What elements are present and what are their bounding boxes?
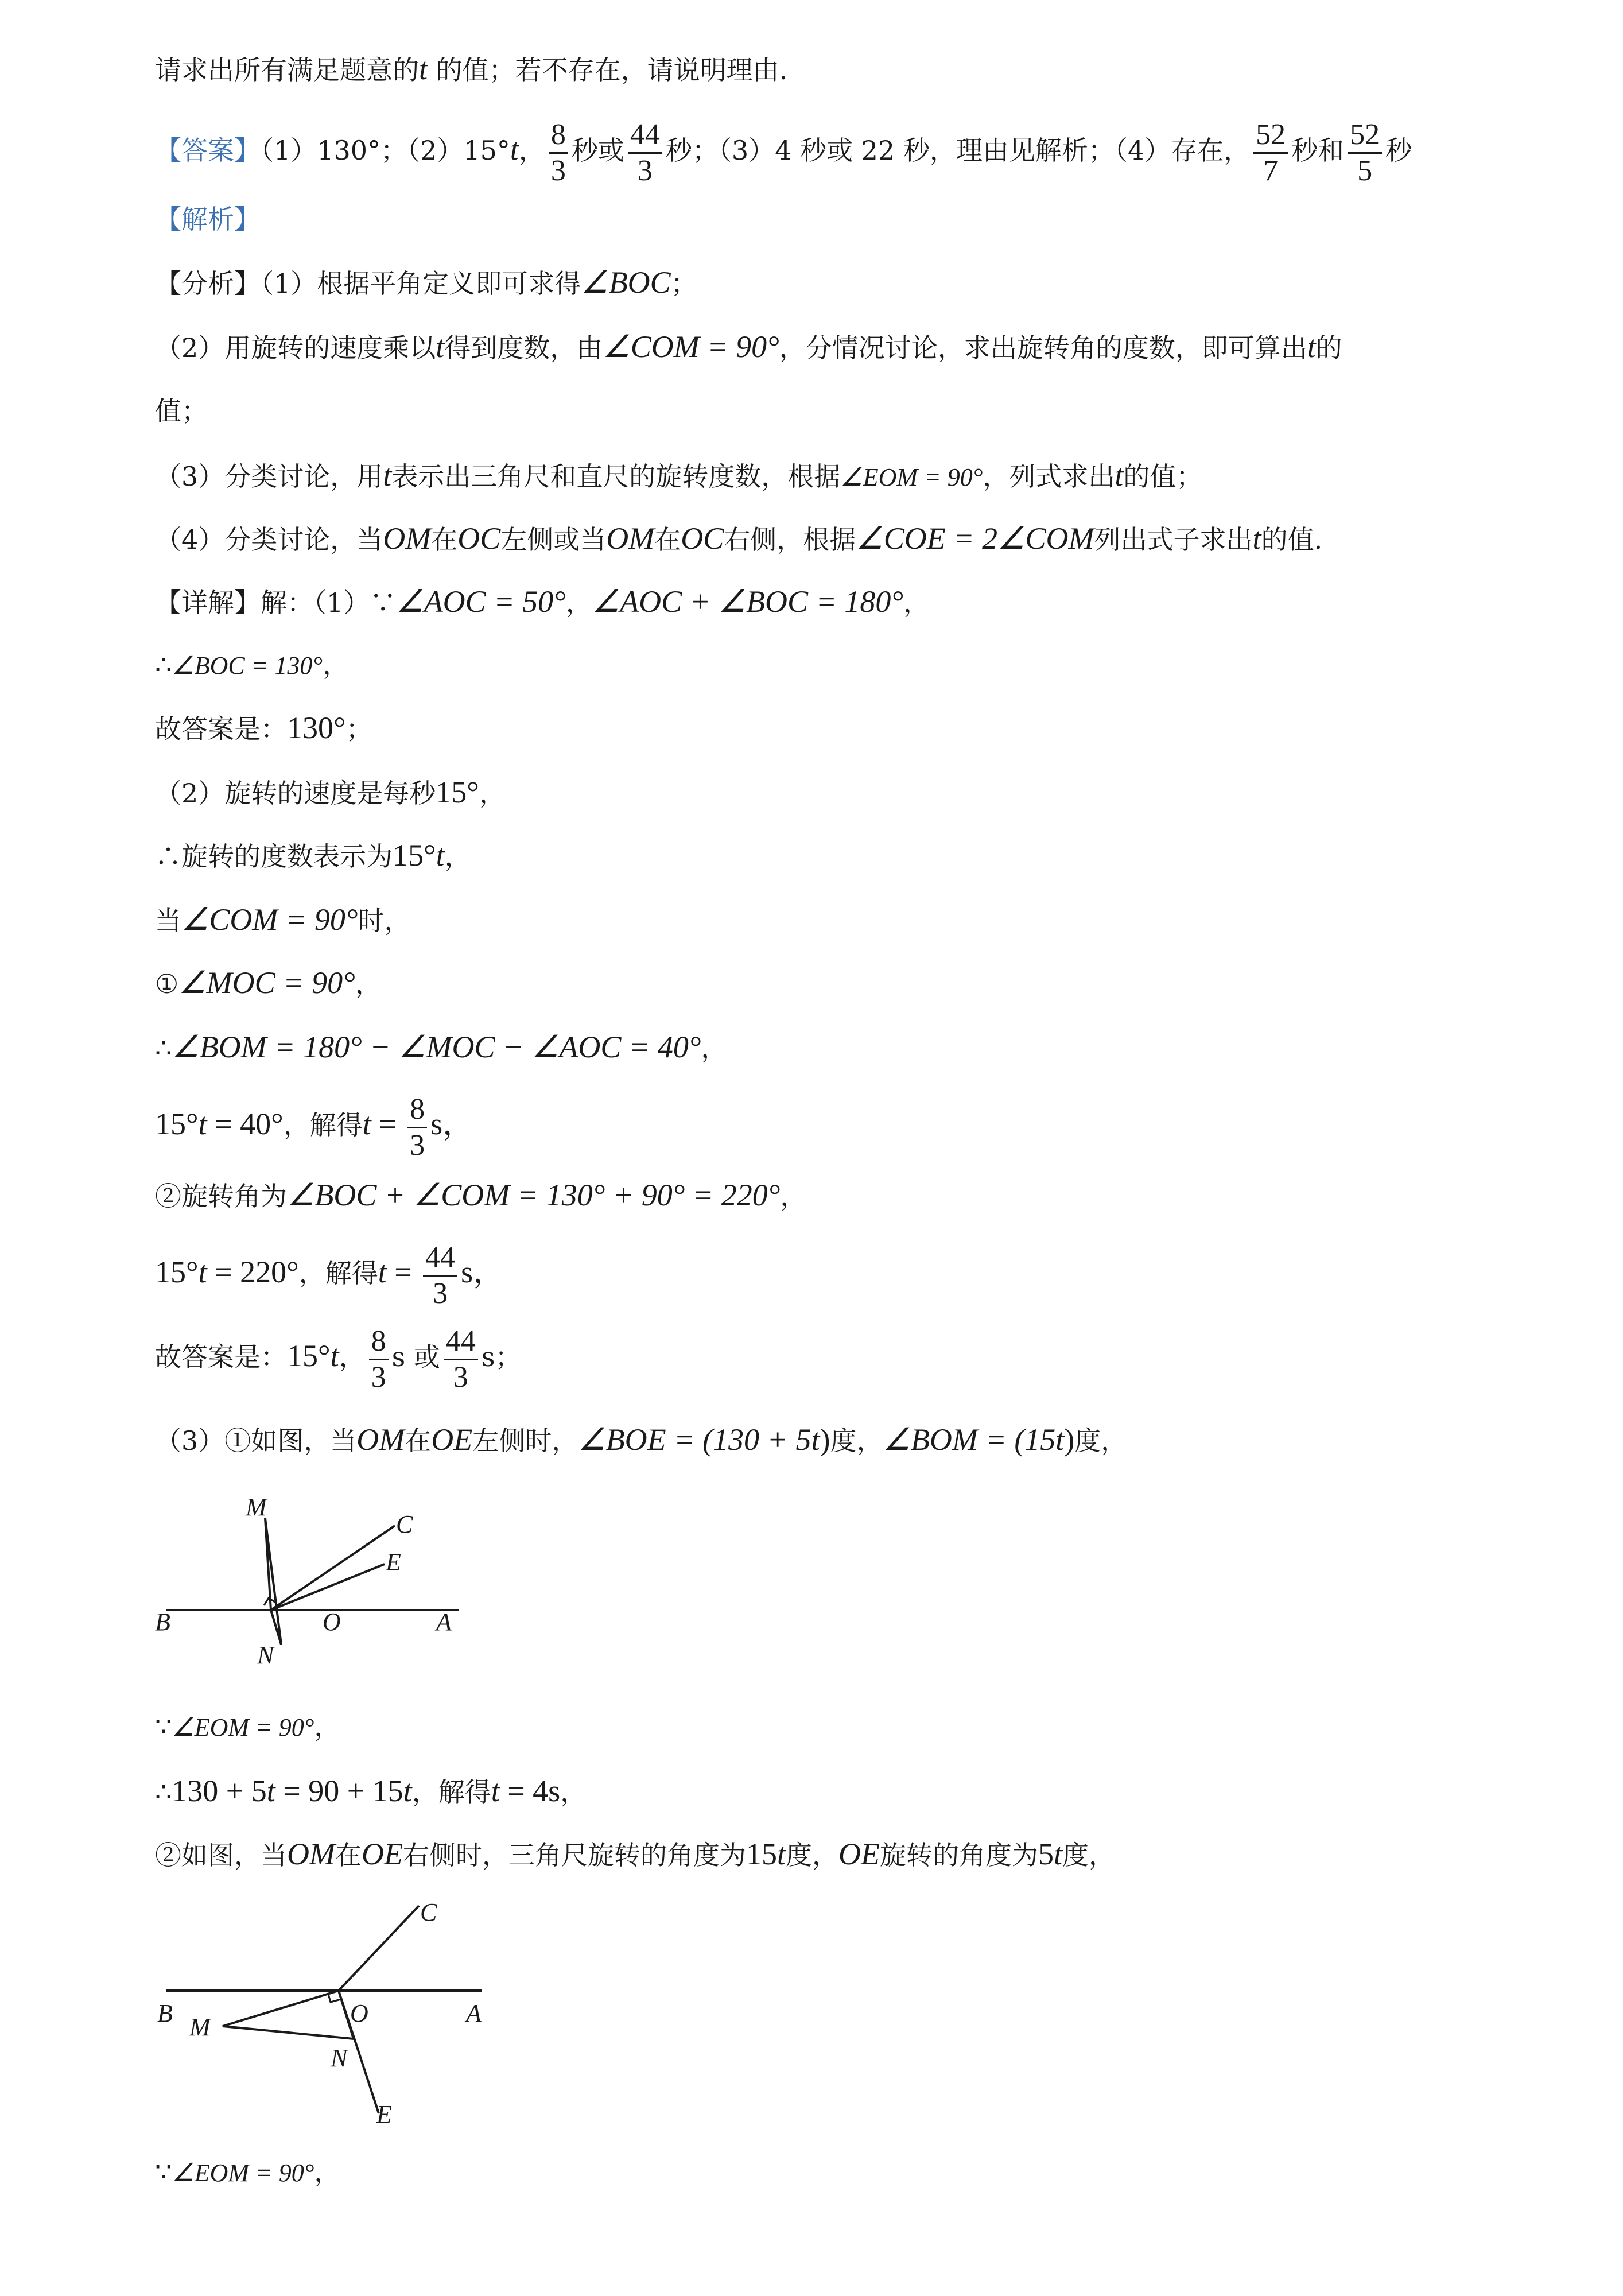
text: 在 [335, 1840, 362, 1871]
text: 故答案是： [155, 713, 287, 744]
text: ∵ [155, 2157, 172, 2188]
line-detail-5 [155, 837, 471, 875]
math: ∠BOC = 130° [172, 651, 323, 680]
var-t: t [198, 1255, 207, 1289]
numerator: 8 [407, 1092, 427, 1128]
denominator: 3 [433, 1277, 448, 1310]
var-t: t [419, 52, 428, 86]
text: ，解得 [411, 1777, 491, 1808]
text: 请求出所有满足题意的 [155, 55, 419, 86]
line-detail-6 [155, 901, 410, 939]
text: ， [560, 1777, 587, 1808]
text: ， [314, 1711, 341, 1742]
var-t: t [776, 1837, 786, 1871]
fraction [423, 1240, 457, 1311]
line-detail-2 [155, 646, 349, 684]
line-detail-10 [155, 1177, 806, 1215]
denominator: 3 [371, 1360, 386, 1394]
label-N: N [331, 2044, 348, 2072]
math: 15° [393, 838, 436, 872]
text: 表示出三角尺和直尺的旋转度数，根据 [391, 461, 841, 492]
label-E: E [386, 1548, 401, 1576]
line-analysis-2b [155, 393, 208, 429]
math: ∠BOC [581, 265, 671, 300]
math: OC [457, 521, 501, 556]
math: OM [287, 1837, 335, 1871]
var-t: t [383, 458, 392, 492]
text: 左侧时， [472, 1425, 578, 1456]
text: ∵ [155, 1711, 172, 1742]
text: 的值； [1123, 461, 1203, 492]
label-M: M [189, 2013, 211, 2041]
text: s 或 [391, 1341, 440, 1372]
text: 秒 [1385, 135, 1412, 166]
text: ① [155, 968, 179, 999]
math: ∠BOC + ∠COM = 130° + 90° = 220° [287, 1178, 781, 1212]
text: 度， [830, 1425, 883, 1456]
analysis-tag: 【解析】 [155, 204, 261, 235]
text: 秒；（3）4 秒或 22 秒，理由见解析；（4）存在， [665, 135, 1251, 166]
math: ) [820, 1422, 830, 1457]
label-B: B [155, 1608, 170, 1636]
math: 15 [746, 1837, 777, 1871]
text: ， [355, 968, 382, 999]
math: OM [383, 521, 432, 556]
line-detail-17 [155, 2154, 340, 2192]
math: OE [838, 1837, 880, 1871]
numerator: 52 [1253, 118, 1288, 154]
numerator: 44 [628, 118, 662, 154]
math: ∠COE = 2∠COM [856, 521, 1094, 556]
var-t: t [403, 1774, 412, 1808]
fraction [444, 1324, 478, 1395]
line-detail-16 [155, 1836, 1115, 1874]
denominator: 3 [550, 154, 566, 187]
math: OM [356, 1422, 405, 1457]
line-detail-9 [155, 1084, 473, 1165]
text: ， [323, 649, 350, 680]
fraction [628, 118, 662, 188]
line-detail-7 [155, 964, 382, 1002]
denominator: 7 [1263, 154, 1279, 187]
text: 度， [785, 1840, 838, 1871]
math: ∠BOM = (15 [883, 1422, 1056, 1457]
math: ∠AOC = 50° [396, 584, 566, 619]
var-t: t [510, 132, 519, 166]
math: ∠EOM = 90° [840, 463, 983, 491]
line-analysis-tag [155, 201, 261, 238]
answer-tag: 【答案】 [155, 135, 261, 166]
line-detail-11 [155, 1232, 504, 1313]
text: 度， [1074, 1425, 1128, 1456]
text: 值； [155, 395, 208, 426]
fraction [407, 1092, 427, 1163]
text: ， [701, 1033, 728, 1064]
text: ∴ [155, 1033, 172, 1064]
denominator: 3 [637, 154, 653, 187]
text: 的 [1315, 332, 1342, 363]
text: （3）①如图，当 [155, 1425, 357, 1456]
line-analysis-4 [155, 520, 1322, 558]
math: ∠BOE = (130 + 5 [578, 1422, 812, 1457]
denominator: 5 [1357, 154, 1373, 187]
line-detail-1 [155, 583, 930, 621]
label-M: M [246, 1493, 267, 1521]
label-O: O [323, 1608, 341, 1636]
numerator: 8 [369, 1324, 389, 1360]
label-O: O [350, 1999, 368, 2027]
var-t: t [1115, 458, 1124, 492]
text: ， [444, 841, 471, 872]
text: 当 [155, 905, 181, 936]
text: ； [345, 713, 372, 744]
math: ∠COM = 90° [603, 329, 779, 364]
text: s， [461, 1255, 504, 1289]
math: 15° [155, 1107, 199, 1141]
text: ， [780, 1181, 807, 1212]
text: ， [339, 1341, 366, 1372]
line-detail-4 [155, 774, 506, 812]
label-B: B [157, 1999, 173, 2027]
fraction [1253, 118, 1288, 188]
text: ， [565, 587, 592, 618]
line-analysis-3 [155, 457, 1202, 496]
text: 在 [405, 1425, 432, 1456]
math: 15° [287, 1339, 331, 1373]
text: ， [518, 135, 545, 166]
text: ∴ [155, 1777, 172, 1808]
text: 秒或 [571, 135, 624, 166]
text: 的值；若不存在，请说明理由. [428, 55, 788, 86]
line-detail-3 [155, 709, 372, 747]
text: 右侧，根据 [724, 524, 856, 555]
math: 130° [287, 711, 346, 745]
var-t: t [198, 1107, 207, 1141]
math: ∠MOC = 90° [178, 965, 355, 1000]
math: 15° [155, 1255, 199, 1289]
text: 列出式子求出 [1094, 524, 1253, 555]
text: 左侧或当 [500, 524, 607, 555]
var-t: t [1252, 521, 1261, 556]
ray-oc [339, 1906, 419, 1991]
fraction [549, 118, 568, 188]
text: 在 [431, 524, 458, 555]
text: ，列式求出 [983, 461, 1115, 492]
text: 得到度数，由 [444, 332, 603, 363]
text: ， [314, 2157, 341, 2188]
math: ∠EOM = 90° [172, 1713, 314, 1742]
text: ②旋转角为 [155, 1181, 287, 1212]
math: OE [361, 1837, 403, 1871]
numerator: 44 [444, 1324, 478, 1360]
var-t: t [266, 1774, 275, 1808]
line-detail-14 [155, 1708, 340, 1746]
text: 【分析】（1）根据平角定义即可求得 [155, 268, 581, 299]
var-t: t [811, 1422, 820, 1457]
label-A: A [466, 1999, 482, 2027]
math: 5 [1038, 1837, 1054, 1871]
math: = [386, 1255, 420, 1289]
diagram-case-1 [149, 1492, 471, 1682]
math: ∠BOM = 180° − ∠MOC − ∠AOC = 40° [172, 1030, 701, 1064]
math: = [371, 1107, 405, 1141]
math: ∠EOM = 90° [172, 2159, 314, 2187]
text: ， [479, 778, 506, 809]
denominator: 3 [410, 1128, 425, 1162]
var-t: t [436, 838, 445, 872]
numerator: 8 [549, 118, 568, 154]
line-analysis-1 [155, 264, 697, 302]
label-A: A [436, 1608, 452, 1636]
text: 【详解】解：（1）∵ [155, 587, 397, 618]
numerator: 44 [423, 1240, 457, 1277]
fraction [369, 1324, 389, 1395]
math: 15° [436, 775, 479, 809]
text: （4）分类讨论，当 [155, 524, 383, 555]
text: 在 [654, 524, 681, 555]
var-t: t [362, 1107, 371, 1141]
text: （3）分类讨论，用 [155, 461, 383, 492]
math: ) [1064, 1422, 1075, 1457]
var-t: t [330, 1339, 339, 1373]
text: 旋转的角度为 [879, 1840, 1038, 1871]
text: 故答案是： [155, 1341, 287, 1372]
text: 时， [358, 905, 411, 936]
var-t: t [1055, 1422, 1065, 1457]
math: = 40° [207, 1107, 284, 1141]
math: = 4s [499, 1774, 561, 1808]
math: = 90 + 15 [275, 1774, 403, 1808]
math: ∠AOC + ∠BOC = 180° [592, 584, 904, 619]
text: ∴旋转的度数表示为 [155, 841, 393, 872]
line-detail-15 [155, 1773, 587, 1810]
text: （2）旋转的速度是每秒 [155, 778, 436, 809]
line-question-tail [155, 51, 787, 88]
label-C: C [420, 1898, 437, 1926]
triangle-mon [265, 1518, 281, 1645]
numerator: 52 [1348, 118, 1382, 154]
text: ∴ [155, 649, 172, 680]
line-detail-12 [155, 1316, 521, 1397]
line-detail-13 [155, 1421, 1127, 1459]
text: ； [670, 268, 697, 299]
line-analysis-2 [155, 328, 1342, 366]
var-t: t [1053, 1837, 1062, 1871]
text: 度， [1062, 1840, 1115, 1871]
text: （2）用旋转的速度乘以 [155, 332, 436, 363]
text: s； [481, 1341, 522, 1372]
text: 的值. [1261, 524, 1323, 555]
math: 130 + 5 [172, 1774, 267, 1808]
math: ∠COM = 90° [181, 902, 358, 937]
math: OM [606, 521, 655, 556]
var-t: t [378, 1255, 387, 1289]
text: s， [430, 1107, 474, 1141]
math: OE [431, 1422, 473, 1457]
var-t: t [491, 1774, 500, 1808]
diagram-case-2 [149, 1888, 505, 2130]
text: ，解得 [283, 1110, 363, 1141]
label-E: E [376, 2100, 392, 2128]
label-C: C [396, 1510, 413, 1538]
text: 秒和 [1291, 135, 1345, 166]
denominator: 3 [453, 1360, 468, 1394]
line-detail-8 [155, 1029, 727, 1066]
label-N: N [257, 1641, 274, 1669]
text: ，分情况讨论，求出旋转角的度数，即可算出 [779, 332, 1307, 363]
math: = 220° [207, 1255, 299, 1289]
text: ， [903, 587, 930, 618]
var-t: t [436, 329, 445, 364]
text: ②如图，当 [155, 1840, 287, 1871]
line-answer [155, 109, 1412, 191]
var-t: t [1307, 329, 1316, 364]
fraction [1348, 118, 1382, 188]
text: 右侧时，三角尺旋转的角度为 [402, 1840, 746, 1871]
text: ，解得 [298, 1258, 378, 1289]
text: （1）130°；（2）15° [261, 135, 510, 166]
math: OC [681, 521, 724, 556]
triangle-mon [223, 1991, 354, 2039]
